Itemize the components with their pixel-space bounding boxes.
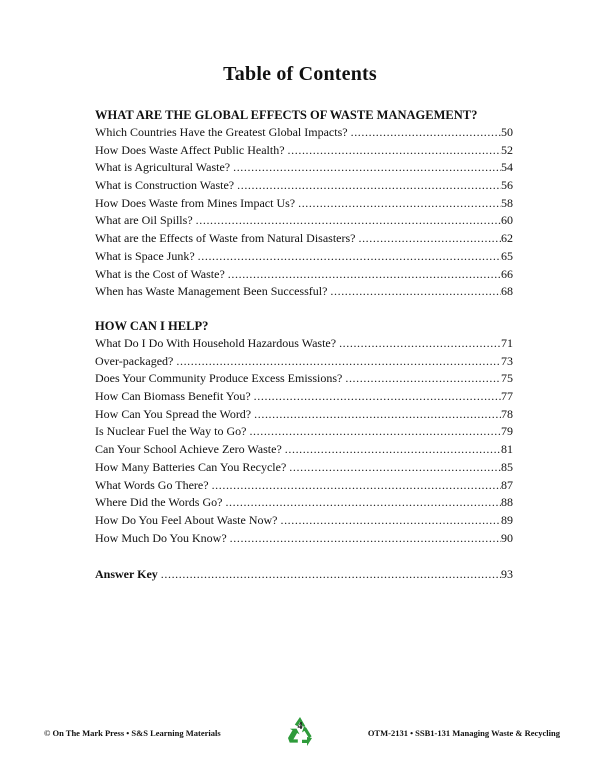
toc-entry-label: How Does Waste from Mines Impact Us? xyxy=(95,195,296,210)
toc-section-global-effects xyxy=(95,106,513,301)
toc-entry-page: 58 xyxy=(501,195,513,210)
toc-entry-page: 75 xyxy=(501,371,513,386)
toc-entry[interactable] xyxy=(95,248,513,266)
toc-entry-label: Where Did the Words Go? xyxy=(95,495,223,510)
toc-entry-label: What Do I Do With Household Hazardous Waste? xyxy=(95,336,337,350)
toc-entry-page: 93 xyxy=(501,567,513,581)
dot-leader xyxy=(348,124,501,142)
dot-leader xyxy=(251,406,501,424)
toc-entry-page: 87 xyxy=(501,477,513,492)
toc-entry[interactable] xyxy=(95,124,513,142)
toc-entry[interactable] xyxy=(95,423,513,441)
dot-leader xyxy=(277,512,501,530)
toc-entry-page: 73 xyxy=(501,353,513,368)
toc-entry-label: Answer Key xyxy=(95,567,158,581)
toc-entry[interactable] xyxy=(95,512,513,530)
toc-entry[interactable] xyxy=(95,477,513,495)
toc-entry-label: How Many Batteries Can You Recycle? xyxy=(95,459,287,474)
toc-entry-page: 90 xyxy=(501,530,513,545)
toc-entry-label: What are Oil Spills? xyxy=(95,213,193,228)
toc-entry-label: What is Construction Waste? xyxy=(95,178,235,193)
toc-entry-page: 65 xyxy=(501,248,513,263)
footer-product-code: OTM-2131 • SSB1-131 Managing Waste & Recycling xyxy=(367,728,560,738)
dot-leader xyxy=(230,159,501,177)
toc-entry-page: 77 xyxy=(501,389,513,404)
page-number: 4 xyxy=(297,721,303,732)
dot-leader xyxy=(158,566,501,584)
toc-entry-label: Does Your Community Produce Excess Emissions? xyxy=(95,371,343,386)
footer-publisher: © On The Mark Press • S&S Learning Materials xyxy=(44,728,221,738)
toc-entry-page: 81 xyxy=(501,442,513,457)
toc-entry[interactable] xyxy=(95,441,513,459)
toc-entry-page: 66 xyxy=(501,266,513,281)
dot-leader xyxy=(227,530,501,548)
dot-leader xyxy=(246,423,501,441)
toc-entry[interactable] xyxy=(95,283,513,301)
dot-leader xyxy=(251,388,501,406)
toc-entry-page: 68 xyxy=(501,284,513,299)
toc-entry-label: When has Waste Management Been Successful? xyxy=(95,284,328,299)
toc-entry[interactable] xyxy=(95,494,513,512)
toc-entry-label: Which Countries Have the Greatest Global Impacts? xyxy=(95,125,348,139)
toc-entry[interactable] xyxy=(95,335,513,353)
dot-leader xyxy=(295,195,501,213)
dot-leader xyxy=(225,266,501,284)
toc-entry[interactable] xyxy=(95,530,513,548)
dot-leader xyxy=(285,142,501,160)
toc-entry[interactable] xyxy=(95,159,513,177)
dot-leader xyxy=(355,230,501,248)
section-heading: HOW CAN I HELP? xyxy=(95,319,209,333)
toc-entry[interactable] xyxy=(95,230,513,248)
toc-entry-label: How Much Do You Know? xyxy=(95,530,227,545)
toc-entry-page: 60 xyxy=(501,213,513,228)
toc-entry-label: How Can Biomass Benefit You? xyxy=(95,389,251,404)
toc-entry-page: 56 xyxy=(501,178,513,193)
toc-entry[interactable] xyxy=(95,370,513,388)
toc-entry[interactable] xyxy=(95,212,513,230)
toc-entry[interactable] xyxy=(95,177,513,195)
toc-section-answer-key xyxy=(95,566,513,584)
toc-entry-page: 50 xyxy=(501,125,513,139)
toc-section-how-can-i-help xyxy=(95,317,513,547)
toc-entry-list xyxy=(95,124,513,301)
toc-entry-label: How Do You Feel About Waste Now? xyxy=(95,512,278,527)
toc-entry-page: 85 xyxy=(501,459,513,474)
toc-entry-label: What is Agricultural Waste? xyxy=(95,160,231,175)
toc-entry[interactable] xyxy=(95,195,513,213)
toc-entry-label: How Can You Spread the Word? xyxy=(95,406,252,421)
toc-entry-page: 52 xyxy=(501,142,513,157)
toc-entry-label: Is Nuclear Fuel the Way to Go? xyxy=(95,424,247,439)
dot-leader xyxy=(342,370,501,388)
toc-entry[interactable] xyxy=(95,388,513,406)
dot-leader xyxy=(173,353,501,371)
toc-entry-label: What are the Effects of Waste from Natural Disasters? xyxy=(95,231,356,246)
toc-entry-label: Can Your School Achieve Zero Waste? xyxy=(95,442,282,457)
toc-entry-page: 88 xyxy=(501,495,513,510)
toc-entry-answer-key[interactable] xyxy=(95,566,513,584)
recycle-icon xyxy=(283,714,317,748)
toc-entry-label: What Words Go There? xyxy=(95,477,209,492)
toc-entry-page: 89 xyxy=(501,512,513,527)
toc-entry-label: What is Space Junk? xyxy=(95,248,195,263)
dot-leader xyxy=(195,248,501,266)
toc-entry[interactable] xyxy=(95,142,513,160)
dot-leader xyxy=(222,494,501,512)
toc-entry-page: 78 xyxy=(501,406,513,421)
toc-entry[interactable] xyxy=(95,266,513,284)
dot-leader xyxy=(286,459,501,477)
section-heading: WHAT ARE THE GLOBAL EFFECTS OF WASTE MANAGEMENT? xyxy=(95,108,478,122)
toc-entry-label: Over-packaged? xyxy=(95,353,174,368)
dot-leader xyxy=(234,177,501,195)
toc-entry[interactable] xyxy=(95,459,513,477)
toc-entry[interactable] xyxy=(95,353,513,371)
dot-leader xyxy=(209,477,501,495)
dot-leader xyxy=(282,441,501,459)
toc-entry-page: 54 xyxy=(501,160,513,175)
toc-entry-page: 62 xyxy=(501,231,513,246)
toc-entry[interactable] xyxy=(95,406,513,424)
toc-entry-label: What is the Cost of Waste? xyxy=(95,266,225,281)
toc-entry-list xyxy=(95,335,513,547)
page-title: Table of Contents xyxy=(223,63,377,85)
toc-entry-page: 71 xyxy=(501,336,513,350)
dot-leader xyxy=(193,212,501,230)
toc-entry-label: How Does Waste Affect Public Health? xyxy=(95,142,285,157)
dot-leader xyxy=(336,335,501,353)
dot-leader xyxy=(327,283,501,301)
toc-entry-page: 79 xyxy=(501,424,513,439)
